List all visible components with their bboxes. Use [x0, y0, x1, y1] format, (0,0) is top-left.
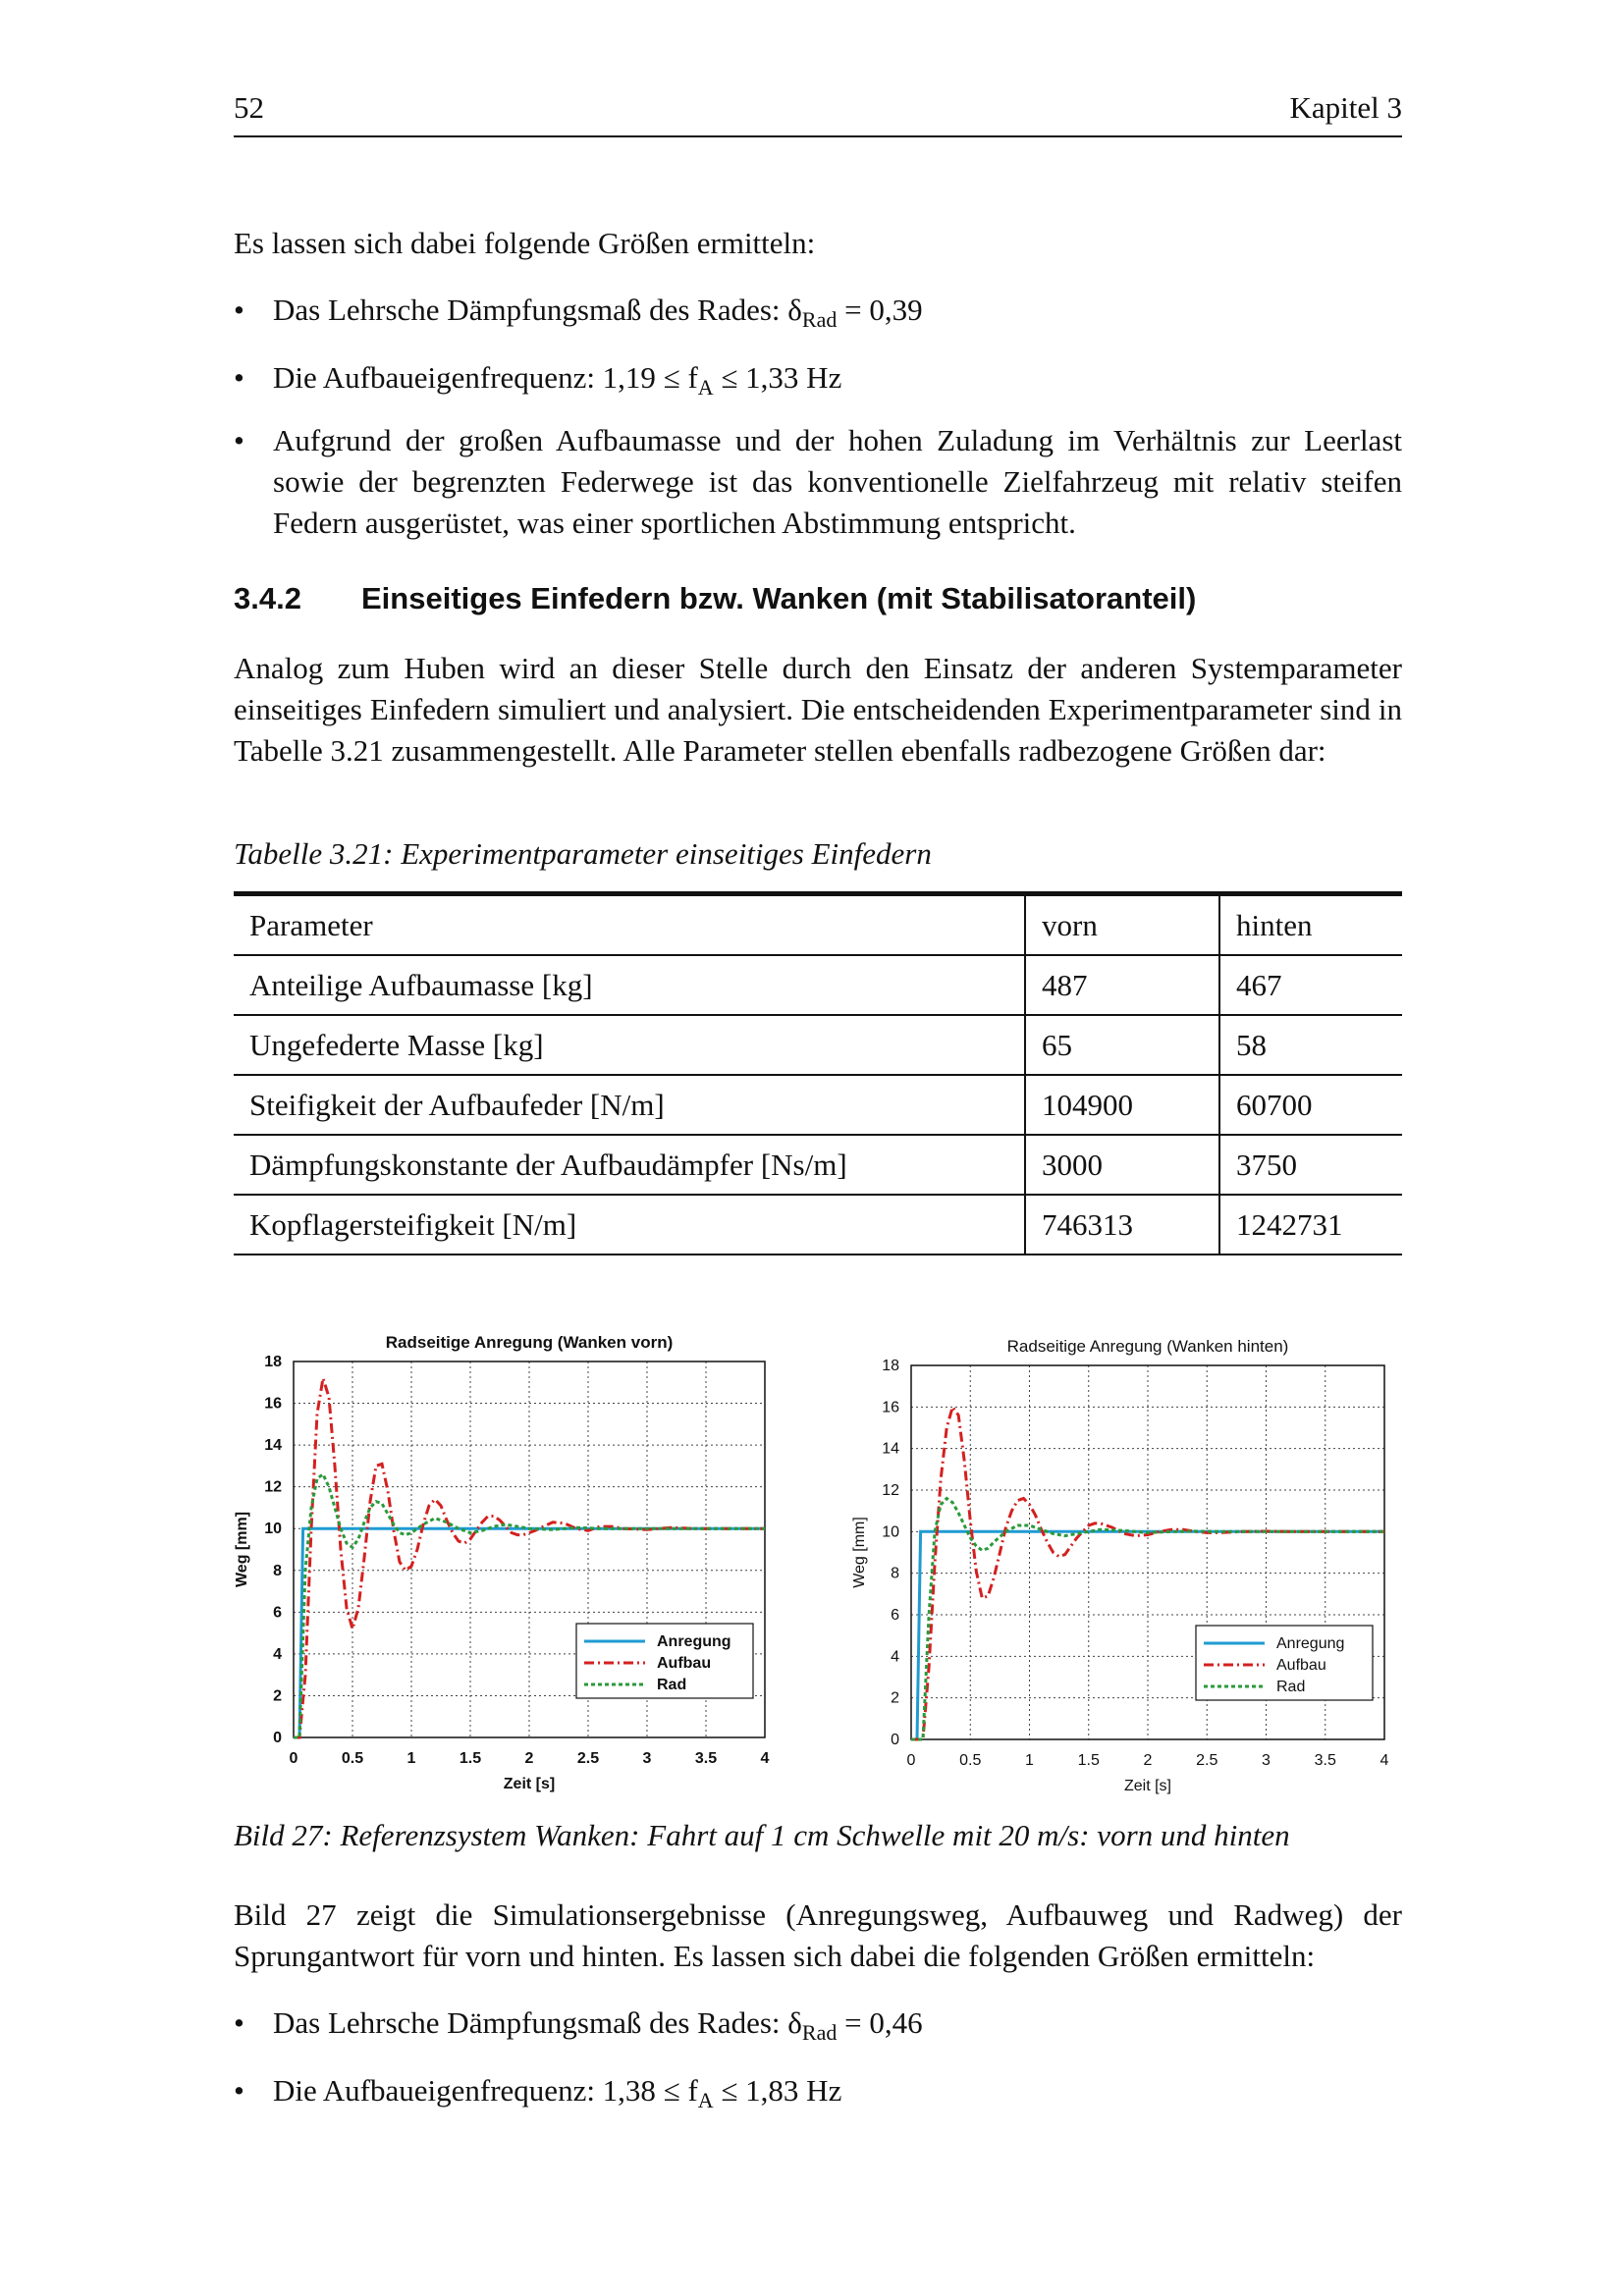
- table-row: [234, 1195, 1402, 1255]
- table-cell: Steifigkeit der Aufbaufeder [N/m]: [234, 1075, 1025, 1135]
- bullet-text: Das Lehrsche Dämpfungsmaß des Rades: δ: [273, 2005, 802, 2040]
- y-tick-label: 10: [882, 1523, 899, 1541]
- x-axis-label: Zeit [s]: [503, 1776, 556, 1792]
- table-cell: Ungefederte Masse [kg]: [234, 1015, 1025, 1075]
- y-tick-label: 2: [273, 1687, 282, 1705]
- x-tick-label: 4: [760, 1750, 770, 1767]
- table-cell: 58: [1219, 1015, 1402, 1075]
- bullet-dot: •: [234, 2073, 244, 2108]
- y-tick-label: 0: [891, 1732, 899, 1748]
- table-row: [234, 955, 1402, 1015]
- legend-label-aufbau: Aufbau: [657, 1655, 712, 1672]
- table-cell: 467: [1219, 955, 1402, 1015]
- subscript: Rad: [801, 307, 838, 332]
- bullet-text: Die Aufbaueigenfrequenz: 1,38 ≤ f: [273, 2073, 698, 2108]
- table-cell: Dämpfungskonstante der Aufbaudämpfer [Ns/m]: [234, 1135, 1025, 1195]
- table-header-cell: Parameter: [234, 894, 1025, 956]
- y-tick-label: 16: [264, 1395, 282, 1413]
- table-cell: 746313: [1025, 1195, 1219, 1255]
- x-tick-label: 0: [289, 1750, 298, 1767]
- bullet-dot: •: [234, 423, 244, 457]
- bullet-value: = 0,46: [837, 2005, 923, 2040]
- table-row: [234, 1135, 1402, 1195]
- chapter-label: Kapitel 3: [1289, 90, 1402, 125]
- section-number: 3.4.2: [234, 581, 301, 615]
- y-tick-label: 10: [264, 1521, 282, 1538]
- bullet-text: Das Lehrsche Dämpfungsmaß des Rades: δ: [273, 293, 802, 327]
- y-tick-label: 8: [891, 1565, 899, 1582]
- y-tick-label: 6: [891, 1607, 899, 1624]
- y-tick-label: 0: [273, 1730, 282, 1746]
- y-tick-label: 18: [882, 1358, 899, 1374]
- x-tick-label: 2: [1143, 1752, 1153, 1769]
- subscript: A: [697, 2088, 714, 2112]
- x-tick-label: 2: [524, 1750, 534, 1767]
- y-tick-label: 14: [882, 1440, 899, 1458]
- legend-label-anregung: Anregung: [1276, 1635, 1345, 1652]
- legend-label-anregung: Anregung: [657, 1633, 731, 1650]
- parameter-table: [234, 891, 1402, 1255]
- x-tick-label: 1.5: [459, 1750, 482, 1767]
- table-cell: Anteilige Aufbaumasse [kg]: [234, 955, 1025, 1015]
- y-tick-label: 6: [273, 1604, 282, 1622]
- paragraph-analog: Analog zum Huben wird an dieser Stelle durch den Einsatz der anderen Systemparameter einseitiges Einfedern simuliert und analysiert. Die entscheidenden Experimentparameter sind in Tabelle 3.21 zusammengestellt. Alle Parameter stellen ebenfalls radbezogene Größen dar:: [234, 651, 1402, 768]
- section-title: Einseitiges Einfedern bzw. Wanken (mit Stabilisatoranteil): [361, 581, 1197, 615]
- x-tick-label: 0.5: [959, 1752, 982, 1769]
- x-tick-label: 2.5: [1196, 1752, 1218, 1769]
- y-tick-label: 16: [882, 1399, 899, 1416]
- bullet-text: Aufgrund der großen Aufbaumasse und der hohen Zuladung im Verhältnis zur Leerlast sowie der begrenzten Federwege ist das konventionelle Zielfahrzeug mit relativ steifen Federn ausgerüstet, was einer sportlichen Abstimmung entspricht.: [273, 423, 1402, 540]
- bullet-dot: •: [234, 360, 244, 395]
- y-tick-label: 12: [264, 1478, 282, 1496]
- y-tick-label: 8: [273, 1562, 282, 1579]
- table-header-cell: hinten: [1219, 894, 1402, 956]
- table-caption: Tabelle 3.21: Experimentparameter einseitiges Einfedern: [234, 836, 932, 871]
- y-tick-label: 4: [273, 1645, 282, 1663]
- x-tick-label: 1: [1025, 1752, 1034, 1769]
- table-row: [234, 1015, 1402, 1075]
- page-number: 52: [234, 90, 264, 125]
- table-cell: Kopflagersteifigkeit [N/m]: [234, 1195, 1025, 1255]
- paragraph-bild27: Bild 27 zeigt die Simulationsergebnisse (Anregungsweg, Aufbauweg und Radweg) der Sprungantwort für vorn und hinten. Es lassen sich dabei die folgenden Größen ermitteln:: [234, 1897, 1402, 1973]
- subscript: A: [697, 375, 714, 400]
- table-cell: 487: [1025, 955, 1219, 1015]
- bullet-dot: •: [234, 293, 244, 327]
- bullet-value: ≤ 1,33 Hz: [713, 360, 842, 395]
- chart-title: Radseitige Anregung (Wanken vorn): [385, 1333, 674, 1352]
- table-cell: 60700: [1219, 1075, 1402, 1135]
- y-tick-label: 2: [891, 1689, 899, 1707]
- x-tick-label: 1.5: [1077, 1752, 1100, 1769]
- bullet-value: ≤ 1,83 Hz: [713, 2073, 842, 2108]
- running-header: [234, 90, 1402, 137]
- table-cell: 3000: [1025, 1135, 1219, 1195]
- chart-title: Radseitige Anregung (Wanken hinten): [1006, 1337, 1289, 1356]
- legend-label-rad: Rad: [657, 1677, 687, 1693]
- table-header-cell: vorn: [1025, 894, 1219, 956]
- y-axis-label: Weg [mm]: [851, 1517, 868, 1588]
- table-cell: 3750: [1219, 1135, 1402, 1195]
- figure-caption: Bild 27: Referenzsystem Wanken: Fahrt auf 1 cm Schwelle mit 20 m/s: vorn und hinten: [234, 1818, 1290, 1852]
- y-tick-label: 4: [891, 1648, 899, 1666]
- x-tick-label: 3.5: [694, 1750, 718, 1767]
- y-tick-label: 12: [882, 1482, 899, 1499]
- legend-label-rad: Rad: [1276, 1679, 1306, 1695]
- intro-text: Es lassen sich dabei folgende Größen ermitteln:: [234, 226, 816, 260]
- subscript: Rad: [801, 2020, 838, 2045]
- x-tick-label: 4: [1380, 1752, 1389, 1769]
- chart-wanken-hinten: [841, 1320, 1421, 1811]
- x-tick-label: 0: [906, 1752, 916, 1769]
- table-row: [234, 1075, 1402, 1135]
- table-cell: 104900: [1025, 1075, 1219, 1135]
- x-tick-label: 3: [1262, 1752, 1271, 1769]
- bullet-text: Die Aufbaueigenfrequenz: 1,19 ≤ f: [273, 360, 698, 395]
- table-header-row: [234, 894, 1402, 956]
- y-tick-label: 14: [264, 1437, 282, 1455]
- bullet-value: = 0,39: [837, 293, 923, 327]
- x-tick-label: 3: [642, 1750, 652, 1767]
- x-tick-label: 3.5: [1314, 1752, 1336, 1769]
- y-tick-label: 18: [264, 1354, 282, 1370]
- legend-label-aufbau: Aufbau: [1276, 1657, 1326, 1674]
- x-tick-label: 2.5: [576, 1750, 600, 1767]
- y-axis-label: Weg [mm]: [234, 1511, 250, 1588]
- bullet-dot: •: [234, 2005, 244, 2040]
- table-cell: 65: [1025, 1015, 1219, 1075]
- chart-wanken-vorn: [221, 1320, 790, 1811]
- x-axis-label: Zeit [s]: [1123, 1778, 1172, 1794]
- table-cell: 1242731: [1219, 1195, 1402, 1255]
- x-tick-label: 0.5: [341, 1750, 364, 1767]
- x-tick-label: 1: [406, 1750, 416, 1767]
